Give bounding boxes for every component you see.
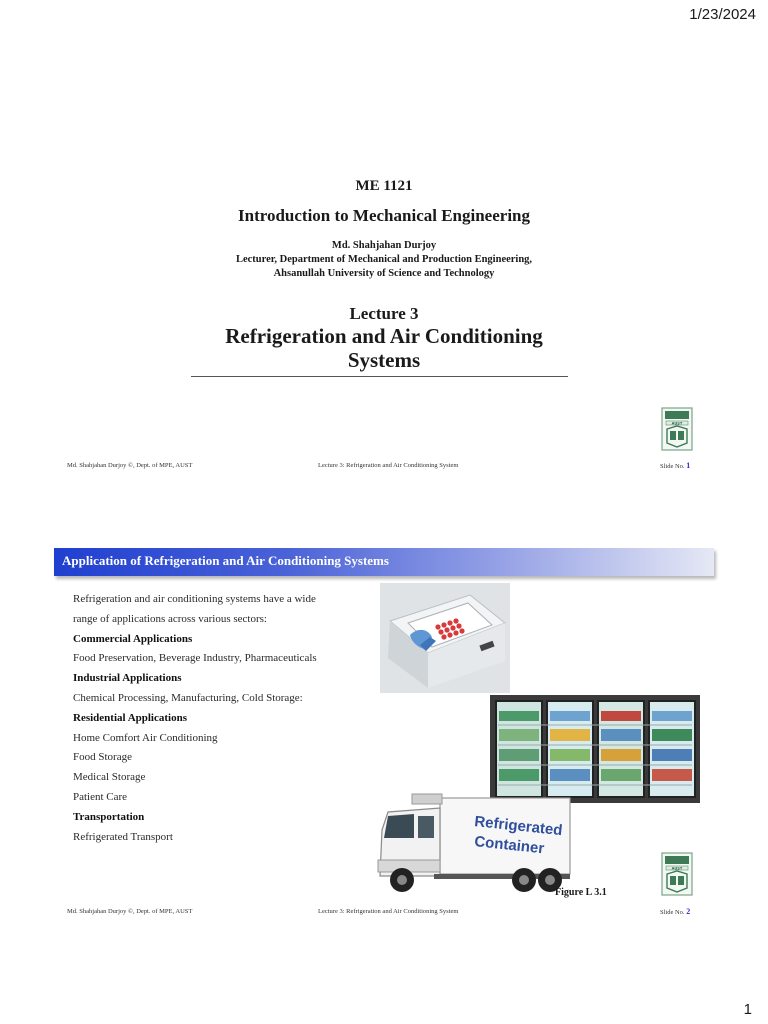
lecture-label: Lecture 3 <box>349 304 419 323</box>
author-name: Md. Shahjahan Durjoy <box>331 240 437 251</box>
logo-text: AUST <box>671 421 683 426</box>
slide-1 <box>0 150 768 480</box>
footer-author: Md. Shahjahan Durjoy ©, Dept. of MPE, AUST <box>67 462 193 469</box>
list-category-heading: Residential Applications <box>73 711 187 724</box>
footer-lecture: Lecture 3: Refrigeration and Air Conditioning System <box>318 462 459 469</box>
footer-slide-number: 2 <box>686 907 691 916</box>
author-position-line1: Lecturer, Department of Mechanical and Production Engineering, <box>235 254 533 265</box>
lab-freezer-image <box>380 583 510 693</box>
footer-slide-number: 1 <box>686 461 691 470</box>
truck-label-line1: Refrigerated <box>473 813 564 840</box>
refrigerated-truck-image <box>374 790 574 900</box>
title-divider <box>191 376 568 377</box>
lecture-title-line1: Refrigeration and Air Conditioning <box>225 324 543 348</box>
aust-logo-icon <box>661 852 693 896</box>
aust-logo-icon <box>661 407 693 451</box>
footer-slide-label: Slide No. <box>660 909 685 916</box>
display-freezer-image <box>490 695 700 803</box>
list-item: Patient Care <box>73 791 128 803</box>
course-title: Introduction to Mechanical Engineering <box>238 206 530 225</box>
course-code: ME 1121 <box>355 178 413 194</box>
slide-2 <box>0 540 768 920</box>
footer-slide-no <box>660 461 690 470</box>
slide-heading-bar <box>54 548 714 576</box>
list-item: range of applications across various sectors: <box>73 612 267 625</box>
footer-slide-no <box>660 907 690 916</box>
list-item: Refrigerated Transport <box>73 830 173 843</box>
figure-caption: Figure L 3.1 <box>555 887 607 898</box>
list-item: Medical Storage <box>73 771 146 784</box>
page-number: 1 <box>743 1001 752 1018</box>
truck-label-line2: Container <box>473 833 545 858</box>
slide-heading: Application of Refrigeration and Air Conditioning Systems <box>62 553 389 568</box>
list-category-heading: Commercial Applications <box>73 632 193 645</box>
list-category-heading: Industrial Applications <box>73 672 182 685</box>
list-item: Chemical Processing, Manufacturing, Cold Storage: <box>73 692 303 704</box>
list-item: Food Storage <box>73 751 132 764</box>
footer-author: Md. Shahjahan Durjoy ©, Dept. of MPE, AUST <box>67 908 193 915</box>
list-category-heading: Transportation <box>73 810 145 823</box>
footer-lecture: Lecture 3: Refrigeration and Air Conditioning System <box>318 908 459 915</box>
list-item: Refrigeration and air conditioning systems have a wide <box>73 593 316 605</box>
list-item: Food Preservation, Beverage Industry, Pharmaceuticals <box>73 652 317 665</box>
footer-slide-label: Slide No. <box>660 463 685 470</box>
author-position-line2: Ahsanullah University of Science and Technology <box>273 268 495 279</box>
logo-text: AUST <box>671 866 683 871</box>
list-item: Home Comfort Air Conditioning <box>73 731 218 744</box>
lecture-title-line2: Systems <box>347 348 421 372</box>
print-date: 1/23/2024 <box>689 6 756 23</box>
